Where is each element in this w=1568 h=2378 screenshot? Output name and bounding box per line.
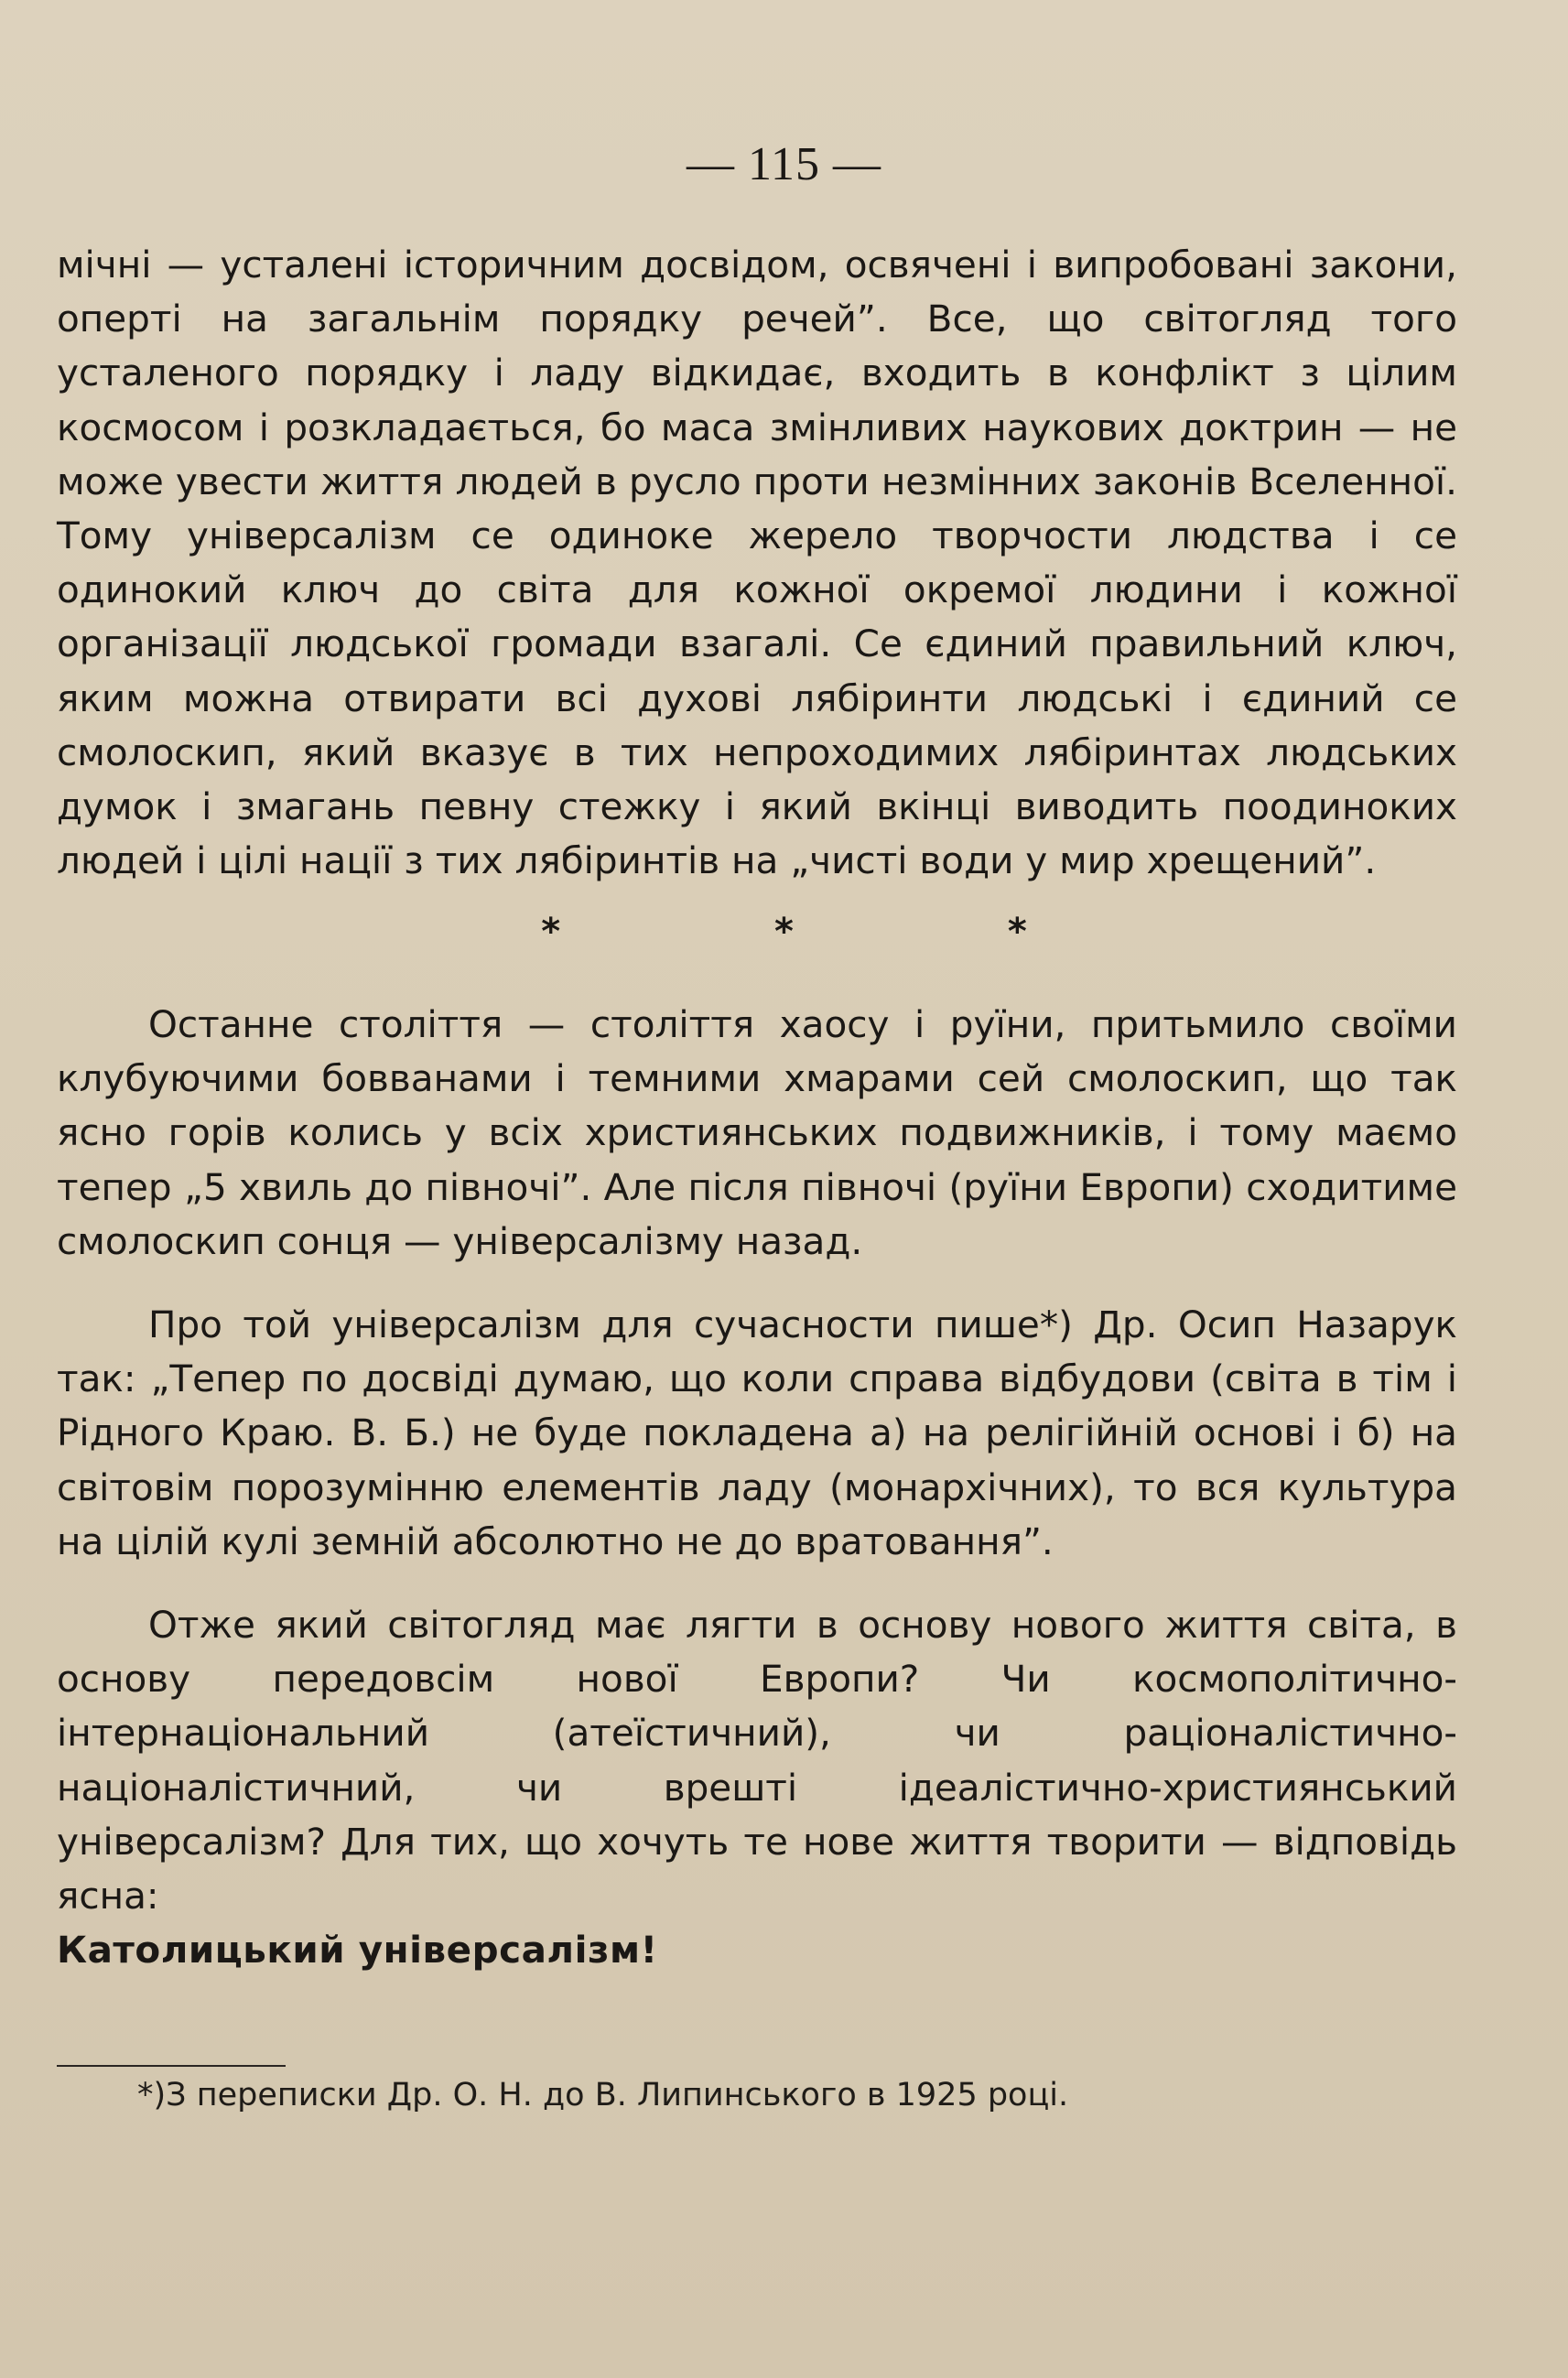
bold-conclusion: Католицький універсалізм!: [57, 1928, 658, 1973]
paragraph: мічні — усталені історичним досвідом, освячені і випробовані закони, оперті на загальнім порядку речей”. Все, що світогляд того усталеного порядку і ладу відкидає, входить в конфлікт з цілим космосом і розкладається, бо маса змінливих наукових доктрин — не може увести життя людей в русло проти незмінних законів Вселенної. Тому універсалізм се одиноке жерело творчости людства і се одинокий ключ до світа для кожної окремої людини і кожної організації людської громади взагалі. Се єдиний правильний ключ, яким можна отвирати всі духові лябіринти людські і єдиний се смолоскип, який вказує в тих непроходимих лябіринтах людських думок і змагань певну стежку і який вкінці виводить поодиноких людей і цілі нації з тих лябіринтів на „чисті води у мир хрещений”.: [57, 243, 1457, 883]
text-block-top: [57, 238, 1457, 888]
footnote-divider: [57, 2065, 286, 2067]
paragraph: Останне століття — століття хаосу і руїни, притьмило своїми клубуючими бовванами і темними хмарами сей смолоскип, що так ясно горів колись у всіх християнських подвижників, і тому маємо тепер „5 хвиль до півночі”. Але після півночі (руїни Европи) сходитиме смолоскип сонця — універсалізму назад.: [57, 1002, 1457, 1263]
page-number: — 115 —: [686, 138, 882, 190]
paragraph: Про той універсалізм для сучасности пише*) Др. Осип Назарук так: „Тепер по досвіді думаю, що коли справа відбудови (світа в тім і Рідного Краю. В. Б.) не буде покладена а) на релігійній основі і б) на світовім порозумінню елементів ладу (монархічних), то вся культура на цілій кулі земній абсолютно не до вратовання”.: [57, 1302, 1457, 1563]
text-block-bottom: [57, 998, 1457, 1977]
footnote: *)З переписки Др. О. Н. до В. Липинського в 1925 році.: [137, 2077, 1069, 2113]
section-separator: * * *: [541, 911, 1128, 953]
paragraph: Отже який світогляд має лягти в основу нового життя світа, в основу передовсім нової Европи? Чи космополітично-інтернаціональний (атеїстичний), чи раціоналістично-націоналістичний, чи врешті ідеалістично-християнський універсалізм? Для тих, що хочуть те нове життя творити — відповідь ясна:: [57, 1603, 1457, 1919]
